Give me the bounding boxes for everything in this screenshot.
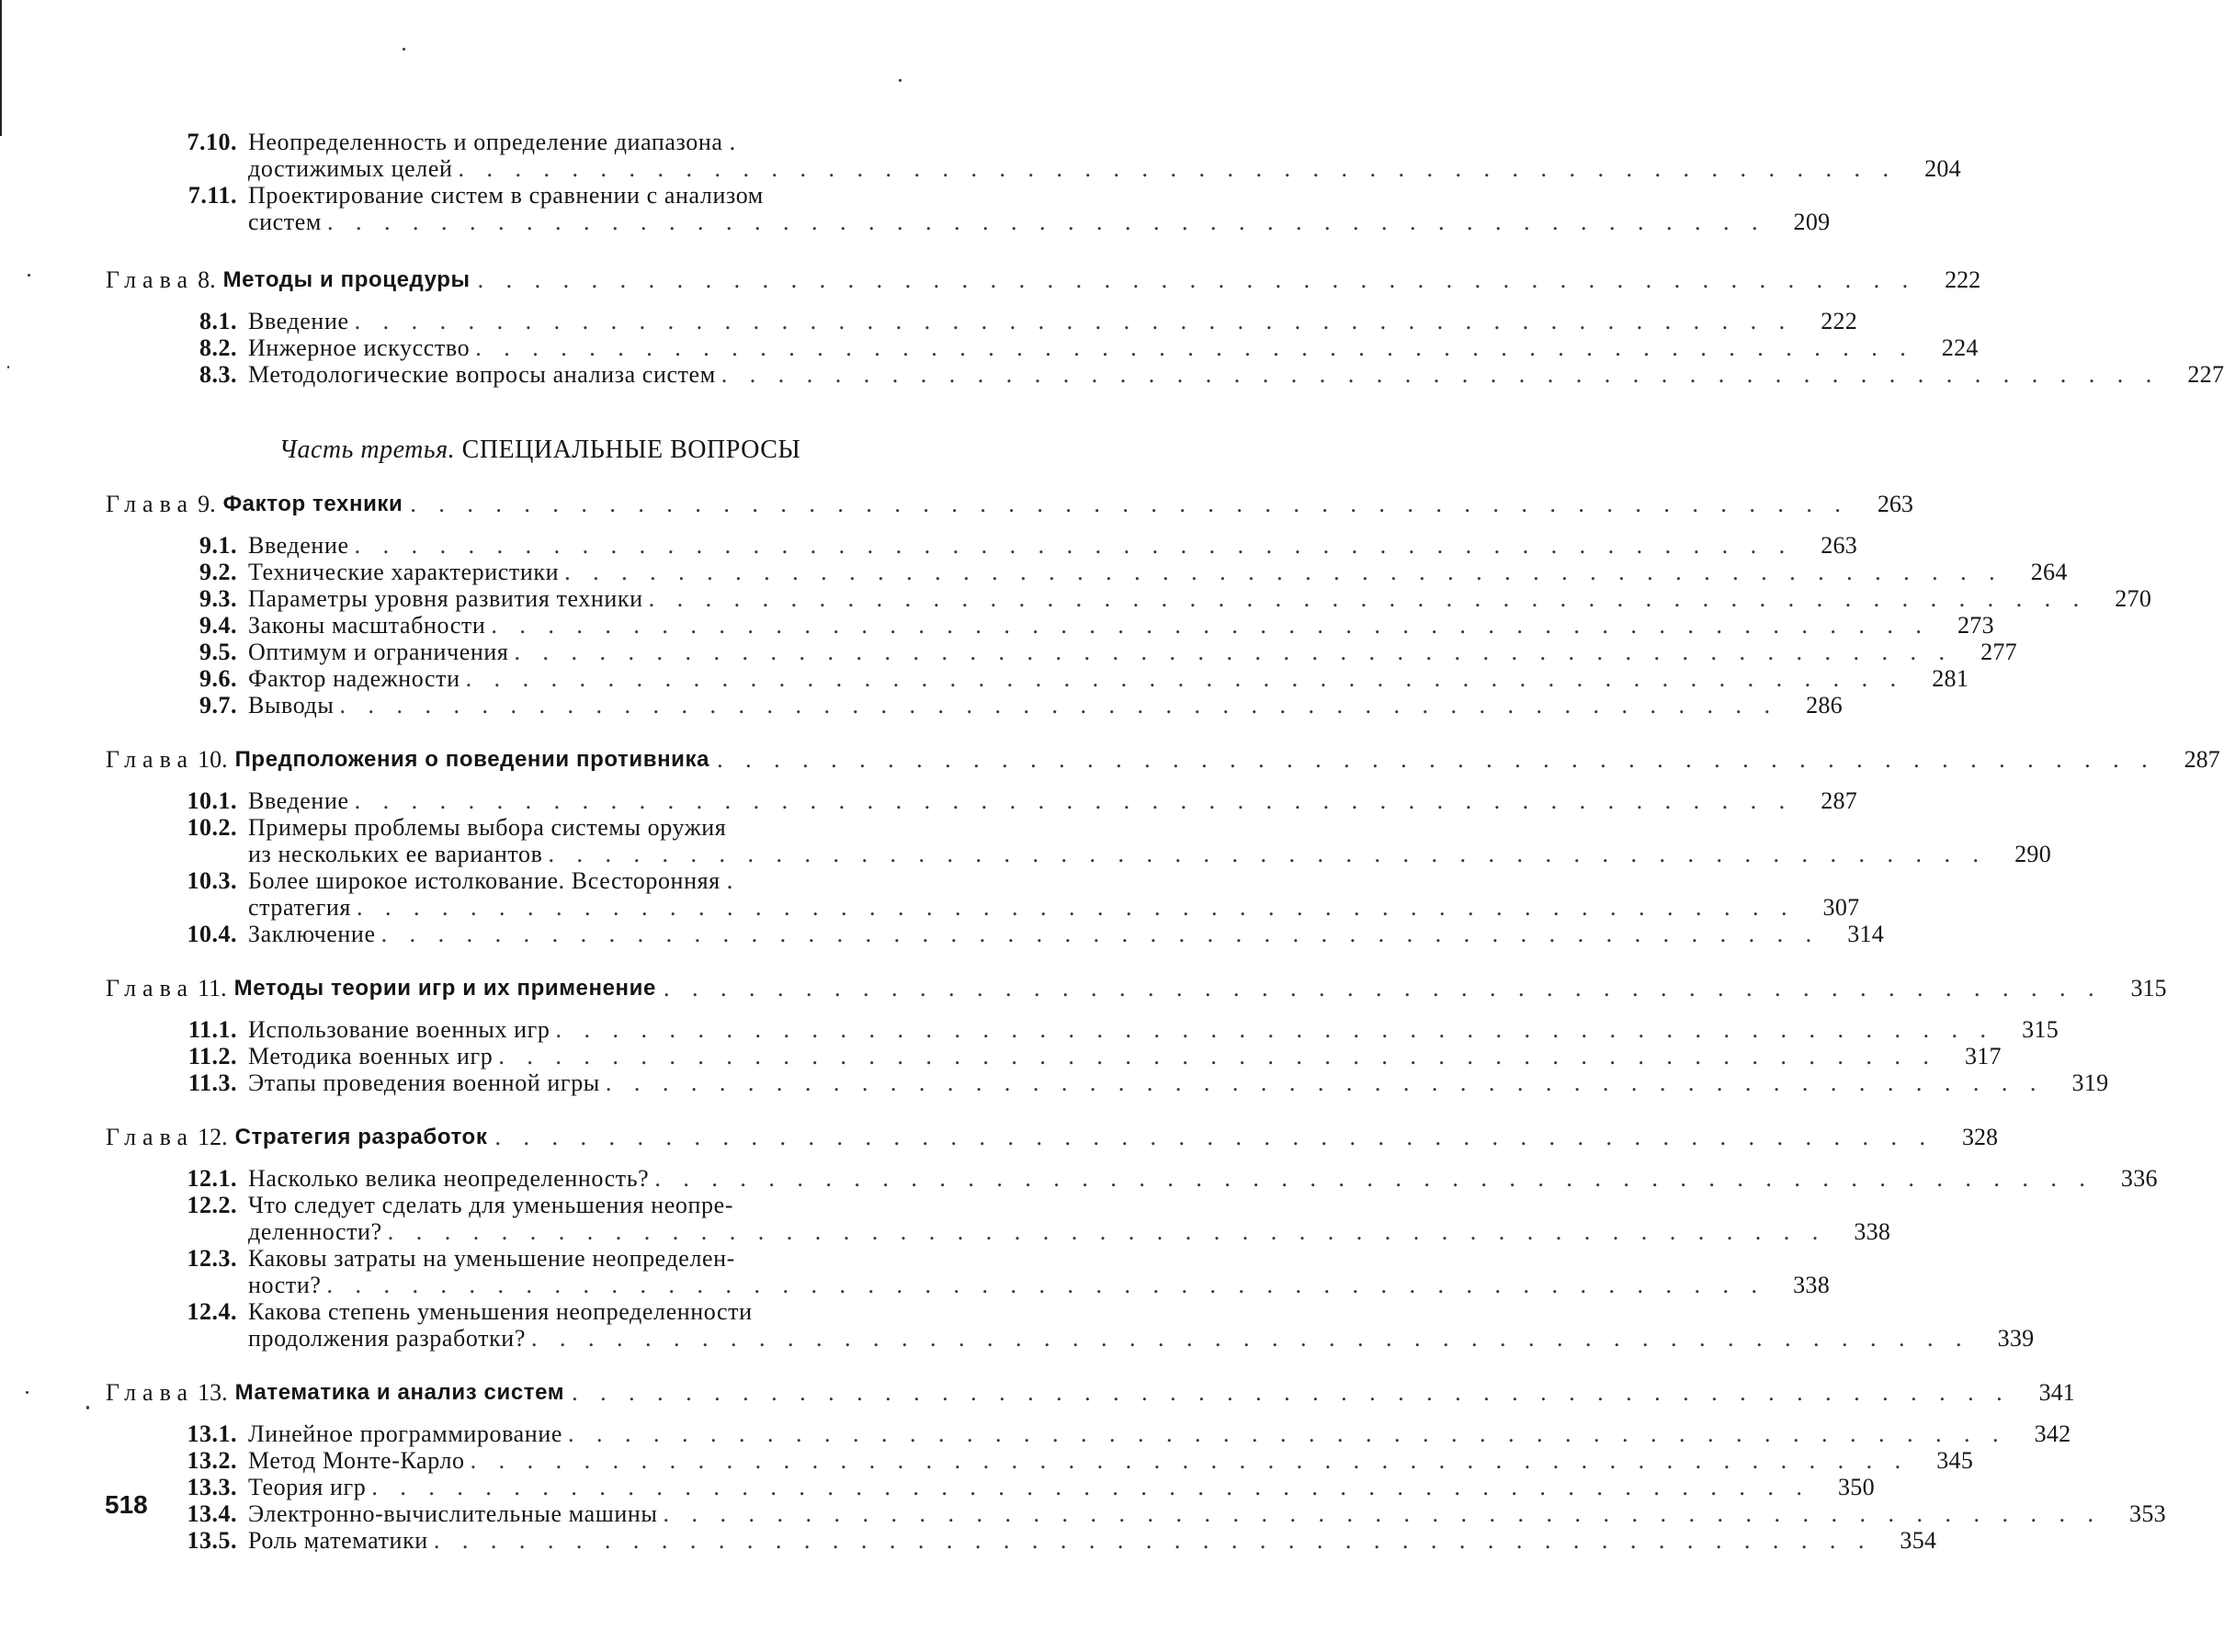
toc-entry (106, 1043, 2002, 1069)
page-ref: 328 (1961, 1124, 1998, 1150)
chapter-sections (106, 532, 2152, 719)
section-title-line2: деленности? (248, 1218, 382, 1245)
title-leader (248, 1016, 1994, 1043)
dot-leader: . . . . . . . . . . . . . . . . . . . . . . . . . . . . . . . . . . . . . . . . . . . . . . . . . . . (498, 1043, 1937, 1069)
section-title-line2: из нескольких ее вариантов (248, 841, 543, 867)
dot-leader: . . . . . . . . . . . . . . . . . . . . . . . . . . . . . . . . . . . . . . . . . . . . . . . . . . . (433, 1527, 1873, 1554)
toc-entry (106, 334, 1979, 361)
scan-speck (899, 79, 902, 82)
section-number: 9.6. (199, 665, 237, 692)
section-title-line2: продолжения разработки? (248, 1325, 526, 1352)
section-number: 8.3. (199, 361, 237, 388)
chapter-number: 9. (198, 491, 216, 517)
title-leader (248, 1447, 1909, 1474)
title-leader (248, 1165, 2094, 1192)
dot-leader: . . . . . . . . . . . . . . . . . . . . . . . . . . . . . . . . . . . . . . . . . . . . . . . . . . . (326, 209, 1766, 235)
toc-entry (106, 639, 2017, 665)
toc-entry (106, 1527, 1937, 1554)
page-ref: 290 (2014, 841, 2051, 867)
dot-leader: . . . . . . . . . . . . . . . . . . . . . . . . . . . . . . . . . . . . . . . . . . . . . . . . . . . (548, 841, 1987, 867)
section-number: 12.2. (187, 1192, 237, 1218)
page-ref: 270 (2115, 585, 2152, 612)
page-ref: 264 (2030, 559, 2068, 585)
page-ref: 287 (2184, 746, 2220, 773)
section-number: 9.3. (199, 585, 237, 612)
section-number: 7.10. (187, 129, 237, 155)
dot-leader: . . . . . . . . . . . . . . . . . . . . . . . . . . . . . . . . . . . . . . . . . . . . . . . . . . . (605, 1069, 2045, 1096)
section-title: Заключение (248, 921, 376, 947)
dot-leader: . . . . . . . . . . . . . . . . . . . . . . . . . . . . . . . . . . . . . . . . . . . . . . . . . . . (514, 639, 1953, 665)
section-title-line2: систем (248, 209, 322, 235)
toc-entry (106, 585, 2152, 612)
chapter-sections (106, 1420, 2166, 1554)
dot-leader: . . . . . . . . . . . . . . . . . . . . . . . . . . . . . . . . . . . . . . . . . . . . . . . . . . . (530, 1325, 1970, 1352)
toc-entry (106, 665, 1969, 692)
section-title-line1: Какова степень уменьшения неопределенности (248, 1298, 753, 1325)
dot-leader: . . . . . . . . . . . . . . . . . . . . . . . . . . . . . . . . . . . . . . . . . . . . . . . . . . . (491, 612, 1930, 639)
title-leader (248, 1474, 1810, 1500)
toc-entry (106, 1298, 974, 1325)
chapter-number: 12. (198, 1124, 228, 1150)
page-ref: 224 (1941, 334, 1979, 361)
dot-leader: . . . . . . . . . . . . . . . . . . . . . . . . . . . . . . . . . . . . . . . . . . . . . . . . . . . (567, 1420, 2007, 1447)
page-ref: 350 (1837, 1474, 1875, 1500)
dot-leader: . . . . . . . . . . . . . . . . . . . . . . . . . . . . . . . . . . . . . . . . . . . . . . . . . . . (380, 921, 1821, 947)
dot-leader: . . . . . . . . . . . . . . . . . . . . . . . . . . . . . . . . . . . . . . . . . . . . . . . . . . . (326, 1272, 1766, 1298)
section-number: 13.5. (187, 1527, 237, 1554)
toc-entry-continuation (106, 1218, 1891, 1245)
page-ref: 341 (2038, 1379, 2075, 1406)
toc-entry (106, 1192, 974, 1218)
toc-entry (106, 921, 1885, 947)
toc-entry (106, 1165, 2158, 1192)
chapter-title: Математика и анализ систем (234, 1380, 565, 1405)
toc-entry (106, 532, 1858, 559)
chapter-sections (106, 787, 2051, 947)
page-ref: 354 (1900, 1527, 1937, 1554)
title-leader (248, 1500, 2102, 1527)
dot-leader: . . . . . . . . . . . . . . . . . . . . . . . . . . . . . . . . . . . . . . . . . . . . . . . . . . . (477, 266, 1917, 293)
dot-leader: . . . . . . . . . . . . . . . . . . . . . . . . . . . . . . . . . . . . . . . . . . . . . . . . . . . (494, 1124, 1934, 1150)
section-number: 10.4. (187, 921, 237, 947)
toc-entry (106, 1447, 1974, 1474)
scan-speck (403, 48, 405, 51)
toc-entry (106, 559, 2068, 585)
section-title: Введение (248, 308, 349, 334)
dot-leader: . . . . . . . . . . . . . . . . . . . . . . . . . . . . . . . . . . . . . . . . . . . . . . . . . . . (354, 308, 1794, 334)
page-ref: 314 (1847, 921, 1885, 947)
section-title: Метод Монте-Карло (248, 1447, 465, 1474)
title-leader (248, 921, 1820, 947)
page-ref: 287 (1821, 787, 1858, 814)
section-title: Выводы (248, 692, 335, 719)
title-leader (248, 361, 2160, 388)
toc-entry (106, 867, 974, 894)
chapter-sections (106, 1016, 2109, 1096)
title-leader (248, 334, 1914, 361)
page-ref: 286 (1806, 692, 1843, 719)
section-number: 11.3. (187, 1069, 237, 1096)
section-title-line1: Проектирование систем в сравнении с анализом (248, 182, 764, 209)
section-number: 10.3. (187, 867, 237, 894)
toc-entry-continuation (106, 209, 1831, 235)
title-leader (248, 1043, 1937, 1069)
chapter-sections (106, 1165, 2158, 1352)
toc-entry (106, 787, 1858, 814)
section-number: 12.3. (187, 1245, 237, 1272)
section-title: Методологические вопросы анализа систем (248, 361, 716, 388)
part-heading (106, 436, 974, 465)
section-number: 12.4. (187, 1298, 237, 1325)
title-leader (248, 1420, 2006, 1447)
section-title: Технические характеристики (248, 559, 560, 585)
chapter-label: Глава (106, 1379, 195, 1406)
title-leader (248, 894, 1795, 921)
toc-entry-continuation (106, 841, 2051, 867)
section-number: 13.1. (187, 1420, 237, 1447)
title-leader (248, 532, 1793, 559)
dot-leader: . . . . . . . . . . . . . . . . . . . . . . . . . . . . . . . . . . . . . . . . . . . . . . . . . . . (654, 1165, 2094, 1192)
title-leader (248, 209, 1765, 235)
chapter-number: 8. (198, 266, 216, 293)
section-title: Роль математики (248, 1527, 428, 1554)
title-leader (248, 1325, 1969, 1352)
chapter-number: 13. (198, 1379, 228, 1406)
page-ref: 227 (2187, 361, 2224, 388)
chapter-label: Глава (106, 266, 195, 293)
dot-leader: . . . . . . . . . . . . . . . . . . . . . . . . . . . . . . . . . . . . . . . . . . . . . . . . . . . (572, 1379, 2011, 1406)
dot-leader: . . . . . . . . . . . . . . . . . . . . . . . . . . . . . . . . . . . . . . . . . . . . . . . . . . . (564, 559, 2003, 585)
section-number: 8.2. (199, 334, 237, 361)
chapter-label: Глава (106, 491, 195, 517)
toc-entry (106, 1420, 2071, 1447)
title-leader (248, 585, 2087, 612)
section-number: 13.2. (187, 1447, 237, 1474)
toc-entry-continuation (106, 1272, 1831, 1298)
section-title: Введение (248, 787, 349, 814)
section-title-line1: Каковы затраты на уменьшение неопределен- (248, 1245, 735, 1272)
page-ref: 222 (1821, 308, 1858, 334)
dot-leader: . . . . . . . . . . . . . . . . . . . . . . . . . . . . . . . . . . . . . . . . . . . . . . . . . . . (663, 1500, 2102, 1527)
section-number: 9.5. (199, 639, 237, 665)
chapter-heading (106, 266, 1981, 293)
section-title-line2: достижимых целей (248, 155, 453, 182)
toc-entry (106, 1474, 1875, 1500)
section-title: Этапы проведения военной игры (248, 1069, 600, 1096)
chapter-title: Методы теории игр и их применение (233, 976, 656, 1001)
dot-leader: . . . . . . . . . . . . . . . . . . . . . . . . . . . . . . . . . . . . . . . . . . . . . . . . . . . (354, 787, 1794, 814)
section-title: Фактор надежности (248, 665, 460, 692)
toc-entry (106, 361, 2224, 388)
section-title-line1: Что следует сделать для уменьшения неопре- (248, 1192, 733, 1218)
scan-speck (7, 366, 9, 368)
page-ref: 338 (1854, 1218, 1891, 1245)
toc-entry (106, 129, 974, 155)
page-ref: 342 (2034, 1420, 2071, 1447)
page-ref: 315 (2130, 975, 2167, 1001)
section-number: 11.2. (187, 1043, 237, 1069)
title-leader (248, 787, 1793, 814)
title-leader (248, 1069, 2044, 1096)
toc-entry (106, 1016, 2059, 1043)
page-ref: 339 (1997, 1325, 2035, 1352)
section-title-line1: Примеры проблемы выбора системы оружия (248, 814, 727, 841)
section-title-line2: ности? (248, 1272, 322, 1298)
chapter-heading (106, 491, 1913, 517)
toc-entry (106, 182, 974, 209)
chapter-heading (106, 746, 2220, 773)
part-label: Часть третья. (278, 436, 456, 464)
scan-speck (28, 274, 30, 277)
chapter-heading (106, 975, 2167, 1001)
section-title: Законы масштабности (248, 612, 486, 639)
title-leader (248, 841, 1987, 867)
chapter-label: Глава (106, 1124, 195, 1150)
page-ref: 307 (1822, 894, 1860, 921)
dot-leader: . . . . . . . . . . . . . . . . . . . . . . . . . . . . . . . . . . . . . . . . . . . . . . . . . . . (354, 532, 1794, 559)
title-leader (248, 1272, 1765, 1298)
title-leader (248, 308, 1793, 334)
page-ref: 338 (1793, 1272, 1831, 1298)
title-leader (248, 639, 1953, 665)
dot-leader: . . . . . . . . . . . . . . . . . . . . . . . . . . . . . . . . . . . . . . . . . . . . . . . . . . . (475, 334, 1914, 361)
dot-leader: . . . . . . . . . . . . . . . . . . . . . . . . . . . . . . . . . . . . . . . . . . . . . . . . . . . (717, 746, 2156, 773)
section-title: Введение (248, 532, 349, 559)
table-of-contents (106, 129, 2224, 1554)
page-ref: 345 (1936, 1447, 1974, 1474)
dot-leader: . . . . . . . . . . . . . . . . . . . . . . . . . . . . . . . . . . . . . . . . . . . . . . . . . . . (555, 1016, 1995, 1043)
dot-leader: . . . . . . . . . . . . . . . . . . . . . . . . . . . . . . . . . . . . . . . . . . . . . . . . . . . (339, 692, 1778, 719)
toc-entry-continuation (106, 1325, 2035, 1352)
section-title-line1: Неопределенность и определение диапазона . (248, 129, 736, 155)
scan-speck (86, 1406, 89, 1409)
section-number: 8.1. (199, 308, 237, 334)
section-number: 10.1. (187, 787, 237, 814)
toc-entry (106, 1069, 2109, 1096)
section-title-line1: Более широкое истолкование. Всесторонняя . (248, 867, 733, 894)
page-number: 518 (105, 1490, 148, 1519)
toc-entry (106, 692, 1843, 719)
chapter-heading (106, 1379, 2075, 1406)
section-number: 7.11. (187, 182, 237, 209)
section-title: Инжерное искусство (248, 334, 471, 361)
chapter-label: Глава (106, 975, 195, 1001)
toc-entry (106, 612, 1994, 639)
section-number: 9.7. (199, 692, 237, 719)
dot-leader: . . . . . . . . . . . . . . . . . . . . . . . . . . . . . . . . . . . . . . . . . . . . . . . . . . . (465, 665, 1905, 692)
section-title-line2: стратегия (248, 894, 351, 921)
chapter-heading (106, 1124, 1998, 1150)
section-number: 13.4. (187, 1500, 237, 1527)
chapter-sections (106, 308, 2224, 388)
page-ref: 263 (1877, 491, 1913, 517)
page-ref: 281 (1932, 665, 1969, 692)
chapter-title: Методы и процедуры (222, 267, 471, 292)
title-leader (248, 1527, 1872, 1554)
toc-entry (106, 814, 974, 841)
toc-entry (106, 1245, 974, 1272)
toc-entry (106, 1500, 2166, 1527)
section-number: 12.1. (187, 1165, 237, 1192)
toc-entry (106, 308, 1858, 334)
page-ref: 319 (2071, 1069, 2109, 1096)
section-title: Оптимум и ограничения (248, 639, 509, 665)
chapter-title: Фактор техники (222, 492, 403, 516)
page-ref: 317 (1964, 1043, 2002, 1069)
dot-leader: . . . . . . . . . . . . . . . . . . . . . . . . . . . . . . . . . . . . . . . . . . . . . . . . . . . (470, 1447, 1910, 1474)
toc-entry-continuation (106, 155, 1961, 182)
section-number: 10.2. (187, 814, 237, 841)
chapter-title: Стратегия разработок (234, 1125, 488, 1149)
section-number: 9.2. (199, 559, 237, 585)
title-leader (248, 612, 1930, 639)
dot-leader: . . . . . . . . . . . . . . . . . . . . . . . . . . . . . . . . . . . . . . . . . . . . . . . . . . . (387, 1218, 1827, 1245)
dot-leader: . . . . . . . . . . . . . . . . . . . . . . . . . . . . . . . . . . . . . . . . . . . . . . . . . . . (356, 894, 1796, 921)
chapter-label: Глава (106, 746, 195, 773)
page-ref: 315 (2022, 1016, 2059, 1043)
section-title: Линейное программирование (248, 1420, 562, 1447)
title-leader (248, 559, 2003, 585)
page-ref: 277 (1980, 639, 2017, 665)
page-ref: 273 (1957, 612, 1994, 639)
page-ref: 353 (2129, 1500, 2166, 1527)
dot-leader: . . . . . . . . . . . . . . . . . . . . . . . . . . . . . . . . . . . . . . . . . . . . . . . . . . . (648, 585, 2088, 612)
section-number: 9.1. (199, 532, 237, 559)
title-leader (248, 155, 1897, 182)
section-number: 11.1. (187, 1016, 237, 1043)
page-ref: 336 (2120, 1165, 2158, 1192)
chapter-title: Предположения о поведении противника (234, 747, 710, 772)
title-leader (248, 665, 1904, 692)
title-leader (248, 1218, 1826, 1245)
chapter-number: 11. (198, 975, 227, 1001)
scan-speck (26, 1391, 28, 1394)
dot-leader: . . . . . . . . . . . . . . . . . . . . . . . . . . . . . . . . . . . . . . . . . . . . . . . . . . . (458, 155, 1897, 182)
page-ref: 204 (1924, 155, 1961, 182)
part-title: СПЕЦИАЛЬНЫЕ ВОПРОСЫ (461, 436, 801, 464)
scan-edge-line (0, 0, 2, 136)
section-title: Использование военных игр (248, 1016, 550, 1043)
dot-leader: . . . . . . . . . . . . . . . . . . . . . . . . . . . . . . . . . . . . . . . . . . . . . . . . . . . (721, 361, 2161, 388)
toc-entry-continuation (106, 894, 1860, 921)
page-ref: 263 (1821, 532, 1858, 559)
section-number: 13.3. (187, 1474, 237, 1500)
dot-leader: . . . . . . . . . . . . . . . . . . . . . . . . . . . . . . . . . . . . . . . . . . . . . . . . . . . (371, 1474, 1810, 1500)
section-number: 9.4. (199, 612, 237, 639)
dot-leader: . . . . . . . . . . . . . . . . . . . . . . . . . . . . . . . . . . . . . . . . . . . . . . . . . . . (663, 975, 2103, 1001)
section-title: Электронно-вычислительные машины (248, 1500, 658, 1527)
dot-leader: . . . . . . . . . . . . . . . . . . . . . . . . . . . . . . . . . . . . . . . . . . . . . . . . . . . (410, 491, 1849, 517)
section-title: Параметры уровня развития техники (248, 585, 643, 612)
section-title: Методика военных игр (248, 1043, 494, 1069)
page-ref: 209 (1793, 209, 1831, 235)
section-title: Теория игр (248, 1474, 367, 1500)
chapter-number: 10. (198, 746, 228, 773)
page-ref: 222 (1945, 266, 1981, 293)
section-title: Насколько велика неопределенность? (248, 1165, 650, 1192)
title-leader (248, 692, 1778, 719)
